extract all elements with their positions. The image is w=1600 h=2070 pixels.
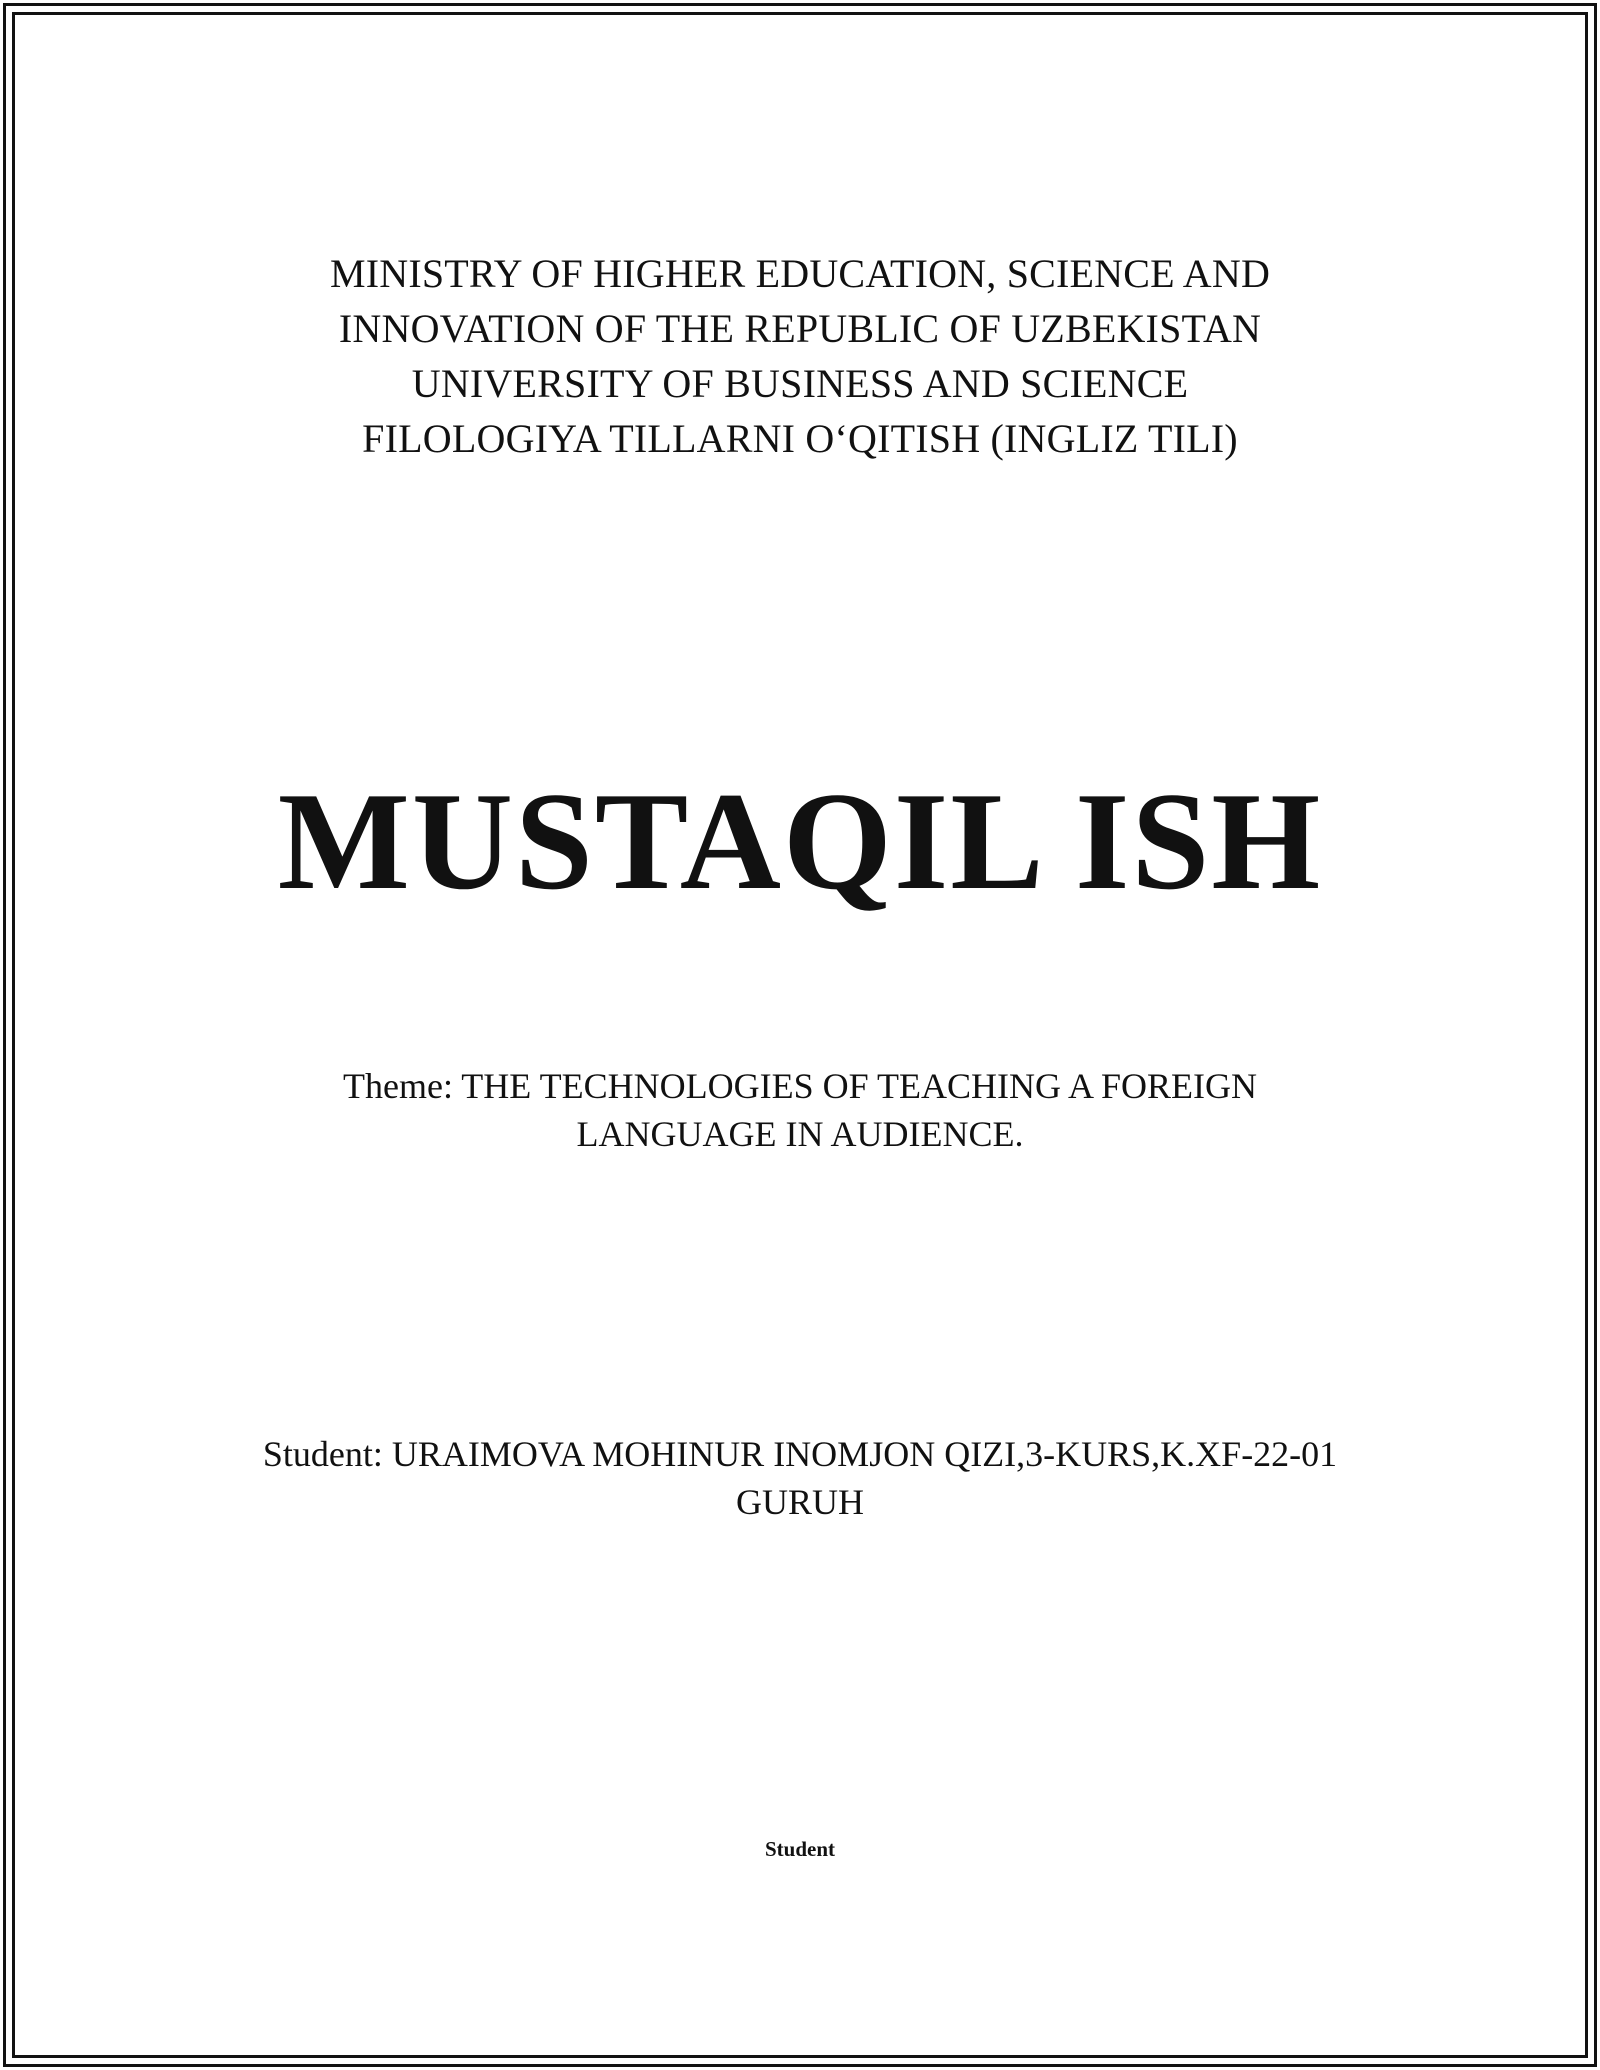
title-page xyxy=(12,12,1588,2058)
student-line-1: Student: URAIMOVA MOHINUR INOMJON QIZI,3-KURS,K.XF-22-01 xyxy=(262,1434,1338,1474)
student-info xyxy=(12,1430,1588,1526)
institution-header xyxy=(12,246,1588,466)
ministry-line-1: MINISTRY OF HIGHER EDUCATION, SCIENCE AND xyxy=(329,251,1271,296)
theme-line-1: Theme: THE TECHNOLOGIES OF TEACHING A FOREIGN xyxy=(343,1066,1257,1106)
university-name: UNIVERSITY OF BUSINESS AND SCIENCE xyxy=(411,361,1189,406)
document-title: MUSTAQIL ISH xyxy=(277,764,1323,919)
faculty-name: FILOLOGIYA TILLARNI O‘QITISH (INGLIZ TILI) xyxy=(362,416,1238,461)
ministry-line-2: INNOVATION OF THE REPUBLIC OF UZBEKISTAN xyxy=(338,306,1262,351)
theme-block xyxy=(12,1062,1588,1158)
student-line-2: GURUH xyxy=(735,1482,864,1522)
theme-line-2: LANGUAGE IN AUDIENCE. xyxy=(576,1114,1024,1154)
footer-student-label: Student xyxy=(764,1837,836,1861)
